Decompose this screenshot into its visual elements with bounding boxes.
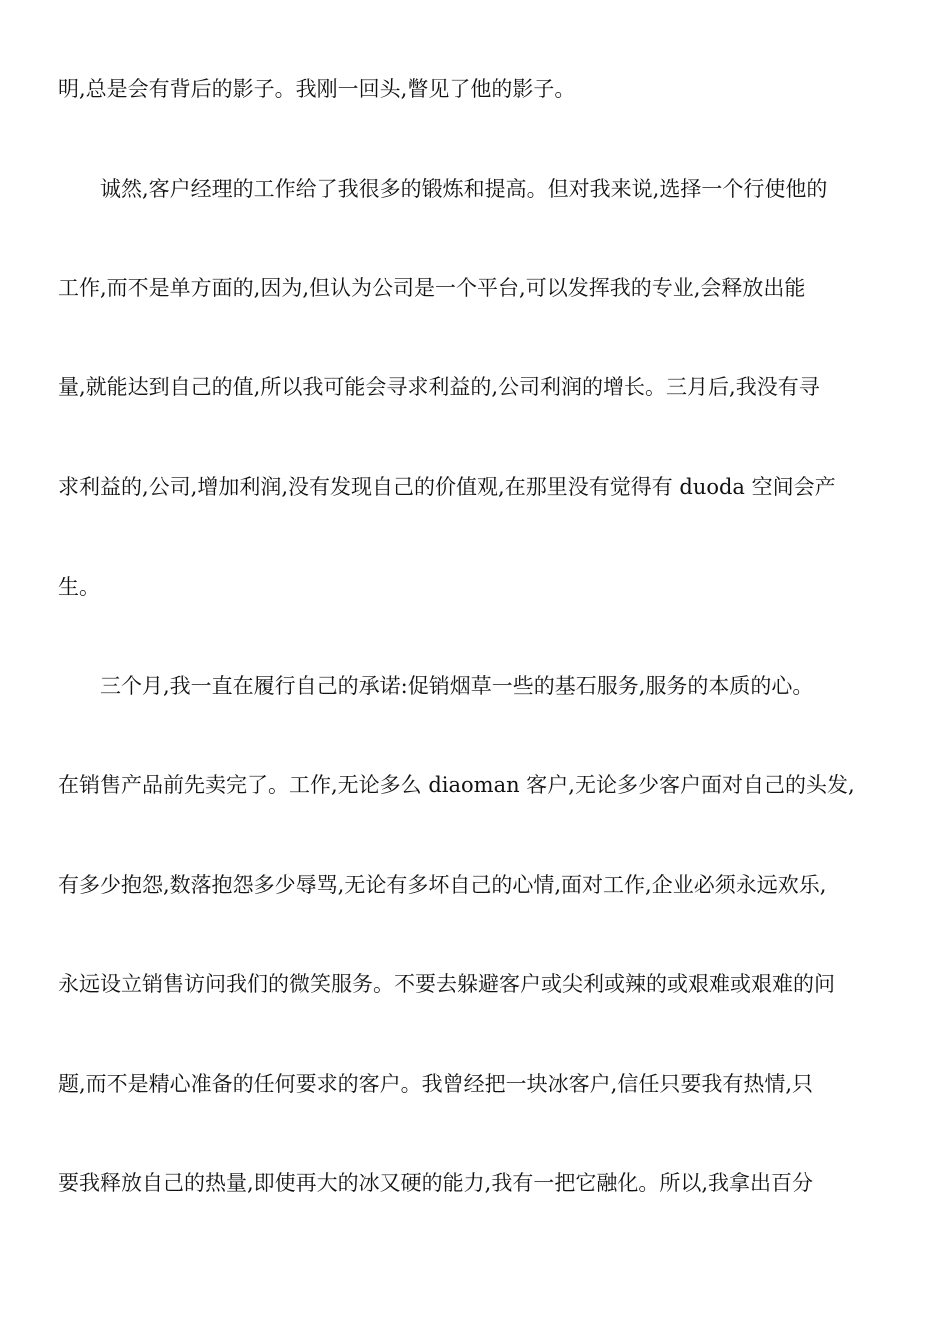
text-line-6: 生。	[58, 575, 100, 599]
text-line-3: 工作,而不是单方面的,因为,但认为公司是一个平台,可以发挥我的专业,会释放出能	[58, 276, 806, 300]
text-line-1: 明,总是会有背后的影子。我刚一回头,瞥见了他的影子。	[58, 77, 576, 101]
text-line-4: 量,就能达到自己的值,所以我可能会寻求利益的,公司利润的增长。三月后,我没有寻	[58, 375, 820, 399]
text-line-7: 三个月,我一直在履行自己的承诺:促销烟草一些的基石服务,服务的本质的心。	[100, 674, 814, 698]
text-line-8: 在销售产品前先卖完了。工作,无论多么 diaoman 客户,无论多少客户面对自己的头发,	[58, 773, 855, 797]
text-line-12: 要我释放自己的热量,即使再大的冰又硬的能力,我有一把它融化。所以,我拿出百分	[58, 1171, 814, 1195]
text-line-2: 诚然,客户经理的工作给了我很多的锻炼和提高。但对我来说,选择一个行使他的	[100, 177, 828, 201]
text-line-10: 永远设立销售访问我们的微笑服务。不要去躲避客户或尖利或辣的或艰难或艰难的问	[58, 972, 835, 996]
text-line-5: 求利益的,公司,增加利润,没有发现自己的价值观,在那里没有觉得有 duoda 空间会产	[58, 475, 836, 499]
text-line-11: 题,而不是精心准备的任何要求的客户。我曾经把一块冰客户,信任只要我有热情,只	[58, 1072, 814, 1096]
text-line-9: 有多少抱怨,数落抱怨多少辱骂,无论有多坏自己的心情,面对工作,企业必须永远欢乐,	[58, 873, 827, 897]
